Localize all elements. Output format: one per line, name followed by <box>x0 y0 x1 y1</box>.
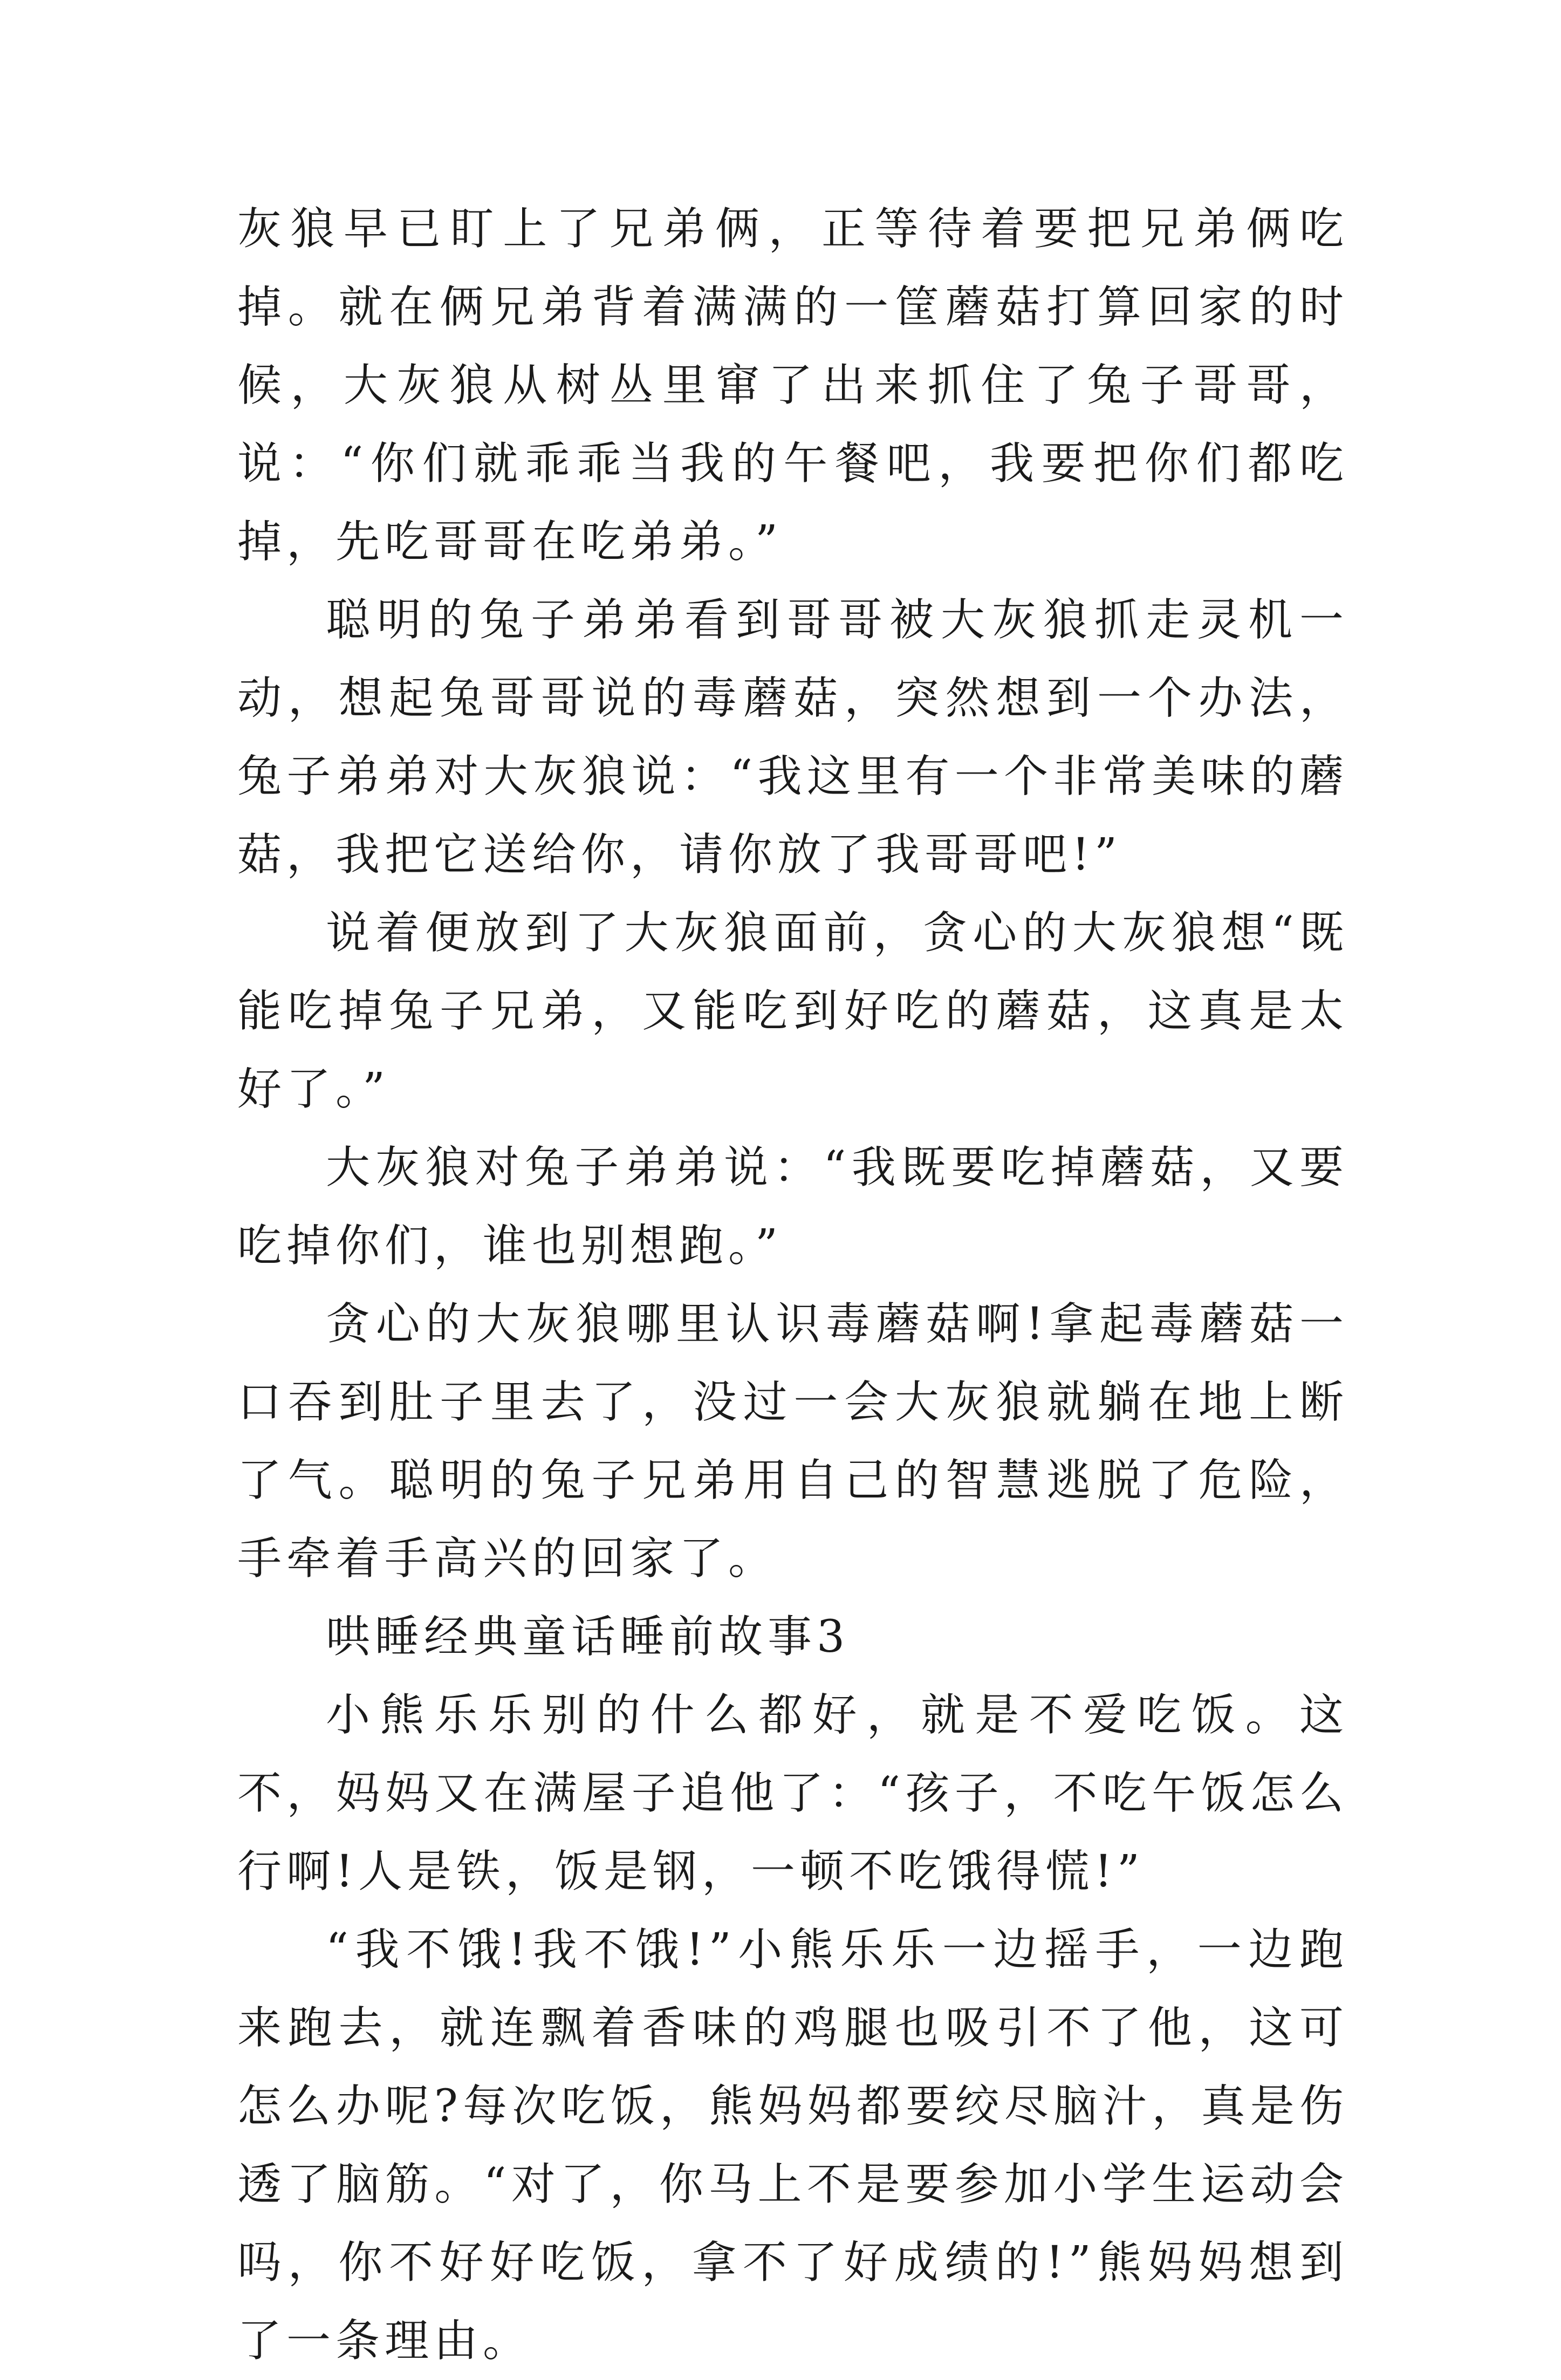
paragraph: 小熊乐乐别的什么都好，就是不爱吃饭。这不，妈妈又在满屋子追他了：“孩子，不吃午饭怎么行啊!人是铁，饭是钢，一顿不吃饿得慌!” <box>237 1690 1348 1897</box>
paragraph: 大灰狼对兔子弟弟说：“我既要吃掉蘑菇，又要吃掉你们，谁也别想跑。” <box>237 1142 1348 1271</box>
story-text <box>237 190 1348 2380</box>
paragraph: 灰狼早已盯上了兄弟俩，正等待着要把兄弟俩吃掉。就在俩兄弟背着满满的一筐蘑菇打算回家的时候，大灰狼从树丛里窜了出来抓住了兔子哥哥，说：“你们就乖乖当我的午餐吧，我要把你们都吃掉，先吃哥哥在吃弟弟。” <box>237 203 1348 567</box>
paragraph: 贪心的大灰狼哪里认识毒蘑菇啊!拿起毒蘑菇一口吞到肚子里去了，没过一会大灰狼就躺在地上断了气。聪明的兔子兄弟用自己的智慧逃脱了危险，手牵着手高兴的回家了。 <box>237 1298 1348 1584</box>
section-heading: 哄睡经典童话睡前故事3 <box>326 1611 850 1663</box>
paragraph: 聪明的兔子弟弟看到哥哥被大灰狼抓走灵机一动，想起兔哥哥说的毒蘑菇，突然想到一个办法，兔子弟弟对大灰狼说：“我这里有一个非常美味的蘑菇，我把它送给你，请你放了我哥哥吧!” <box>237 594 1348 880</box>
paragraph: 说着便放到了大灰狼面前，贪心的大灰狼想“既能吃掉兔子兄弟，又能吃到好吃的蘑菇，这真是太好了。” <box>237 907 1348 1115</box>
paragraph: “我不饿!我不饿!”小熊乐乐一边摇手，一边跑来跑去，就连飘着香味的鸡腿也吸引不了他，这可怎么办呢?每次吃饭，熊妈妈都要绞尽脑汁，真是伤透了脑筋。“对了，你马上不是要参加小学生运动会吗，你不好好吃饭，拿不了好成绩的!”熊妈妈想到了一条理由。 <box>237 1924 1348 2367</box>
